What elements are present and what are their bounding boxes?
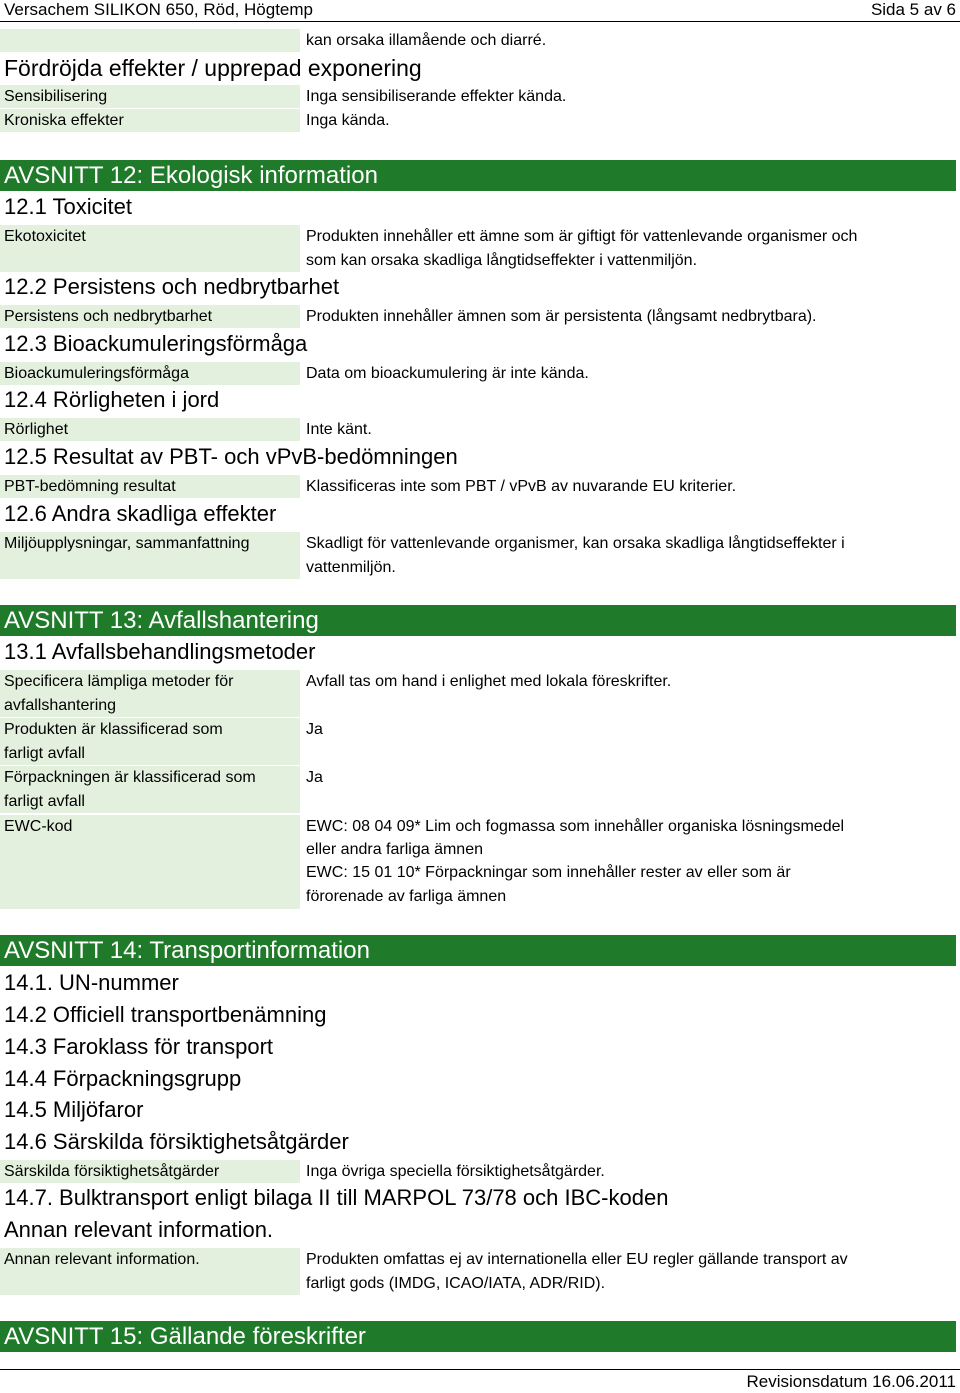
heading-12-2: 12.2 Persistens och nedbrytbarhet [4, 274, 340, 299]
value-persistens: Produkten innehåller ämnen som är persistenta (långsamt nedbrytbara). [306, 308, 817, 325]
label-produkt-line1: Produkten är klassificerad som [4, 721, 223, 738]
value-annan-2: farligt gods (IMDG, ICAO/IATA, ADR/RID). [306, 1275, 606, 1292]
label-ekotoxicitet: Ekotoxicitet [0, 225, 300, 272]
label-forpackning-line2: farligt avfall [4, 792, 85, 810]
page-number: Sida 5 av 6 [870, 0, 956, 19]
heading-14-4: 14.4 Förpackningsgrupp [4, 1066, 242, 1091]
heading-12-1: 12.1 Toxicitet [4, 194, 133, 219]
value-annan-1: Produkten omfattas ej av internationella eller EU regler gällande transport av [306, 1251, 848, 1268]
heading-12-6: 12.6 Andra skadliga effekter [4, 501, 277, 526]
heading-annan: Annan relevant information. [4, 1217, 274, 1242]
label-persistens: Persistens och nedbrytbarhet [0, 305, 300, 328]
heading-14-6: 14.6 Särskilda försiktighetsåtgärder [4, 1129, 349, 1154]
value-miljoupplysningar-1: Skadligt för vattenlevande organismer, kan orsaka skadliga långtidseffekter i [306, 535, 845, 552]
heading-14-2: 14.2 Officiell transportbenämning [4, 1002, 327, 1027]
label-metoder-line1: Specificera lämpliga metoder för [4, 673, 234, 690]
section-15-title: AVSNITT 15: Gällande föreskrifter [0, 1321, 956, 1352]
document-title: Versachem SILIKON 650, Röd, Högtemp [4, 0, 313, 19]
value-bioackumulering: Data om bioackumulering är inte kända. [306, 365, 589, 382]
label-produkt-farligt [0, 718, 300, 765]
heading-14-3: 14.3 Faroklass för transport [4, 1034, 274, 1059]
label-forpackning-line1: Förpackningen är klassificerad som [4, 769, 256, 786]
label-sarskilda: Särskilda försiktighetsåtgärder [0, 1160, 300, 1183]
value-rorlighet: Inte känt. [306, 421, 372, 438]
label-metoder-line2: avfallshantering [4, 696, 117, 714]
section-14-title: AVSNITT 14: Transportinformation [0, 935, 956, 966]
value-ekotoxicitet-1: Produkten innehåller ett ämne som är giftigt för vattenlevande organismer och [306, 228, 858, 245]
label-annan: Annan relevant information. [0, 1248, 300, 1295]
row-label-kroniska: Kroniska effekter [0, 109, 300, 132]
continued-text: kan orsaka illamående och diarré. [306, 32, 547, 49]
heading-14-5: 14.5 Miljöfaror [4, 1097, 144, 1122]
label-produkt-line2: farligt avfall [4, 744, 85, 762]
label-forpackning-farligt [0, 766, 300, 813]
continued-label-cell [0, 29, 300, 52]
heading-13-1: 13.1 Avfallsbehandlingsmetoder [4, 639, 316, 664]
heading-12-5: 12.5 Resultat av PBT- och vPvB-bedömningen [4, 444, 458, 469]
value-produkt-farligt: Ja [306, 721, 323, 738]
label-metoder [0, 670, 300, 717]
label-pbt: PBT-bedömning resultat [0, 475, 300, 498]
value-forpackning-farligt: Ja [306, 769, 323, 786]
page-header [0, 0, 960, 22]
value-ekotoxicitet-2: som kan orsaka skadliga långtidseffekter i vattenmiljön. [306, 252, 698, 269]
heading-12-3: 12.3 Bioackumuleringsförmåga [4, 331, 308, 356]
value-pbt: Klassificeras inte som PBT / vPvB av nuvarande EU kriterier. [306, 478, 737, 495]
value-ewc-2: eller andra farliga ämnen [306, 841, 483, 858]
section-12-title: AVSNITT 12: Ekologisk information [0, 160, 956, 191]
revision-date: Revisionsdatum 16.06.2011 [746, 1372, 956, 1391]
section-13-title: AVSNITT 13: Avfallshantering [0, 605, 956, 636]
value-ewc-3: EWC: 15 01 10* Förpackningar som innehåller rester av eller som är [306, 864, 791, 881]
label-rorlighet: Rörlighet [0, 418, 300, 441]
row-value-kroniska: Inga kända. [306, 112, 390, 129]
value-ewc-1: EWC: 08 04 09* Lim och fogmassa som innehåller organiska lösningsmedel [306, 818, 845, 835]
footer-divider [0, 1369, 960, 1370]
label-miljoupplysningar: Miljöupplysningar, sammanfattning [0, 532, 300, 579]
value-sarskilda: Inga övriga speciella försiktighetsåtgärder. [306, 1163, 605, 1180]
value-ewc-4: förorenade av farliga ämnen [306, 888, 507, 905]
row-label-sensibilisering: Sensibilisering [0, 85, 300, 108]
label-bioackumulering: Bioackumuleringsförmåga [0, 362, 300, 385]
delayed-effects-heading: Fördröjda effekter / upprepad exponering [4, 55, 422, 81]
value-miljoupplysningar-2: vattenmiljön. [306, 559, 396, 576]
heading-14-1: 14.1. UN-nummer [4, 970, 179, 995]
value-metoder: Avfall tas om hand i enlighet med lokala föreskrifter. [306, 673, 672, 690]
row-value-sensibilisering: Inga sensibiliserande effekter kända. [306, 88, 567, 105]
header-divider [0, 21, 960, 22]
heading-12-4: 12.4 Rörligheten i jord [4, 387, 220, 412]
label-ewc: EWC-kod [0, 815, 300, 909]
heading-14-7: 14.7. Bulktransport enligt bilaga II till MARPOL 73/78 och IBC-koden [4, 1185, 669, 1210]
